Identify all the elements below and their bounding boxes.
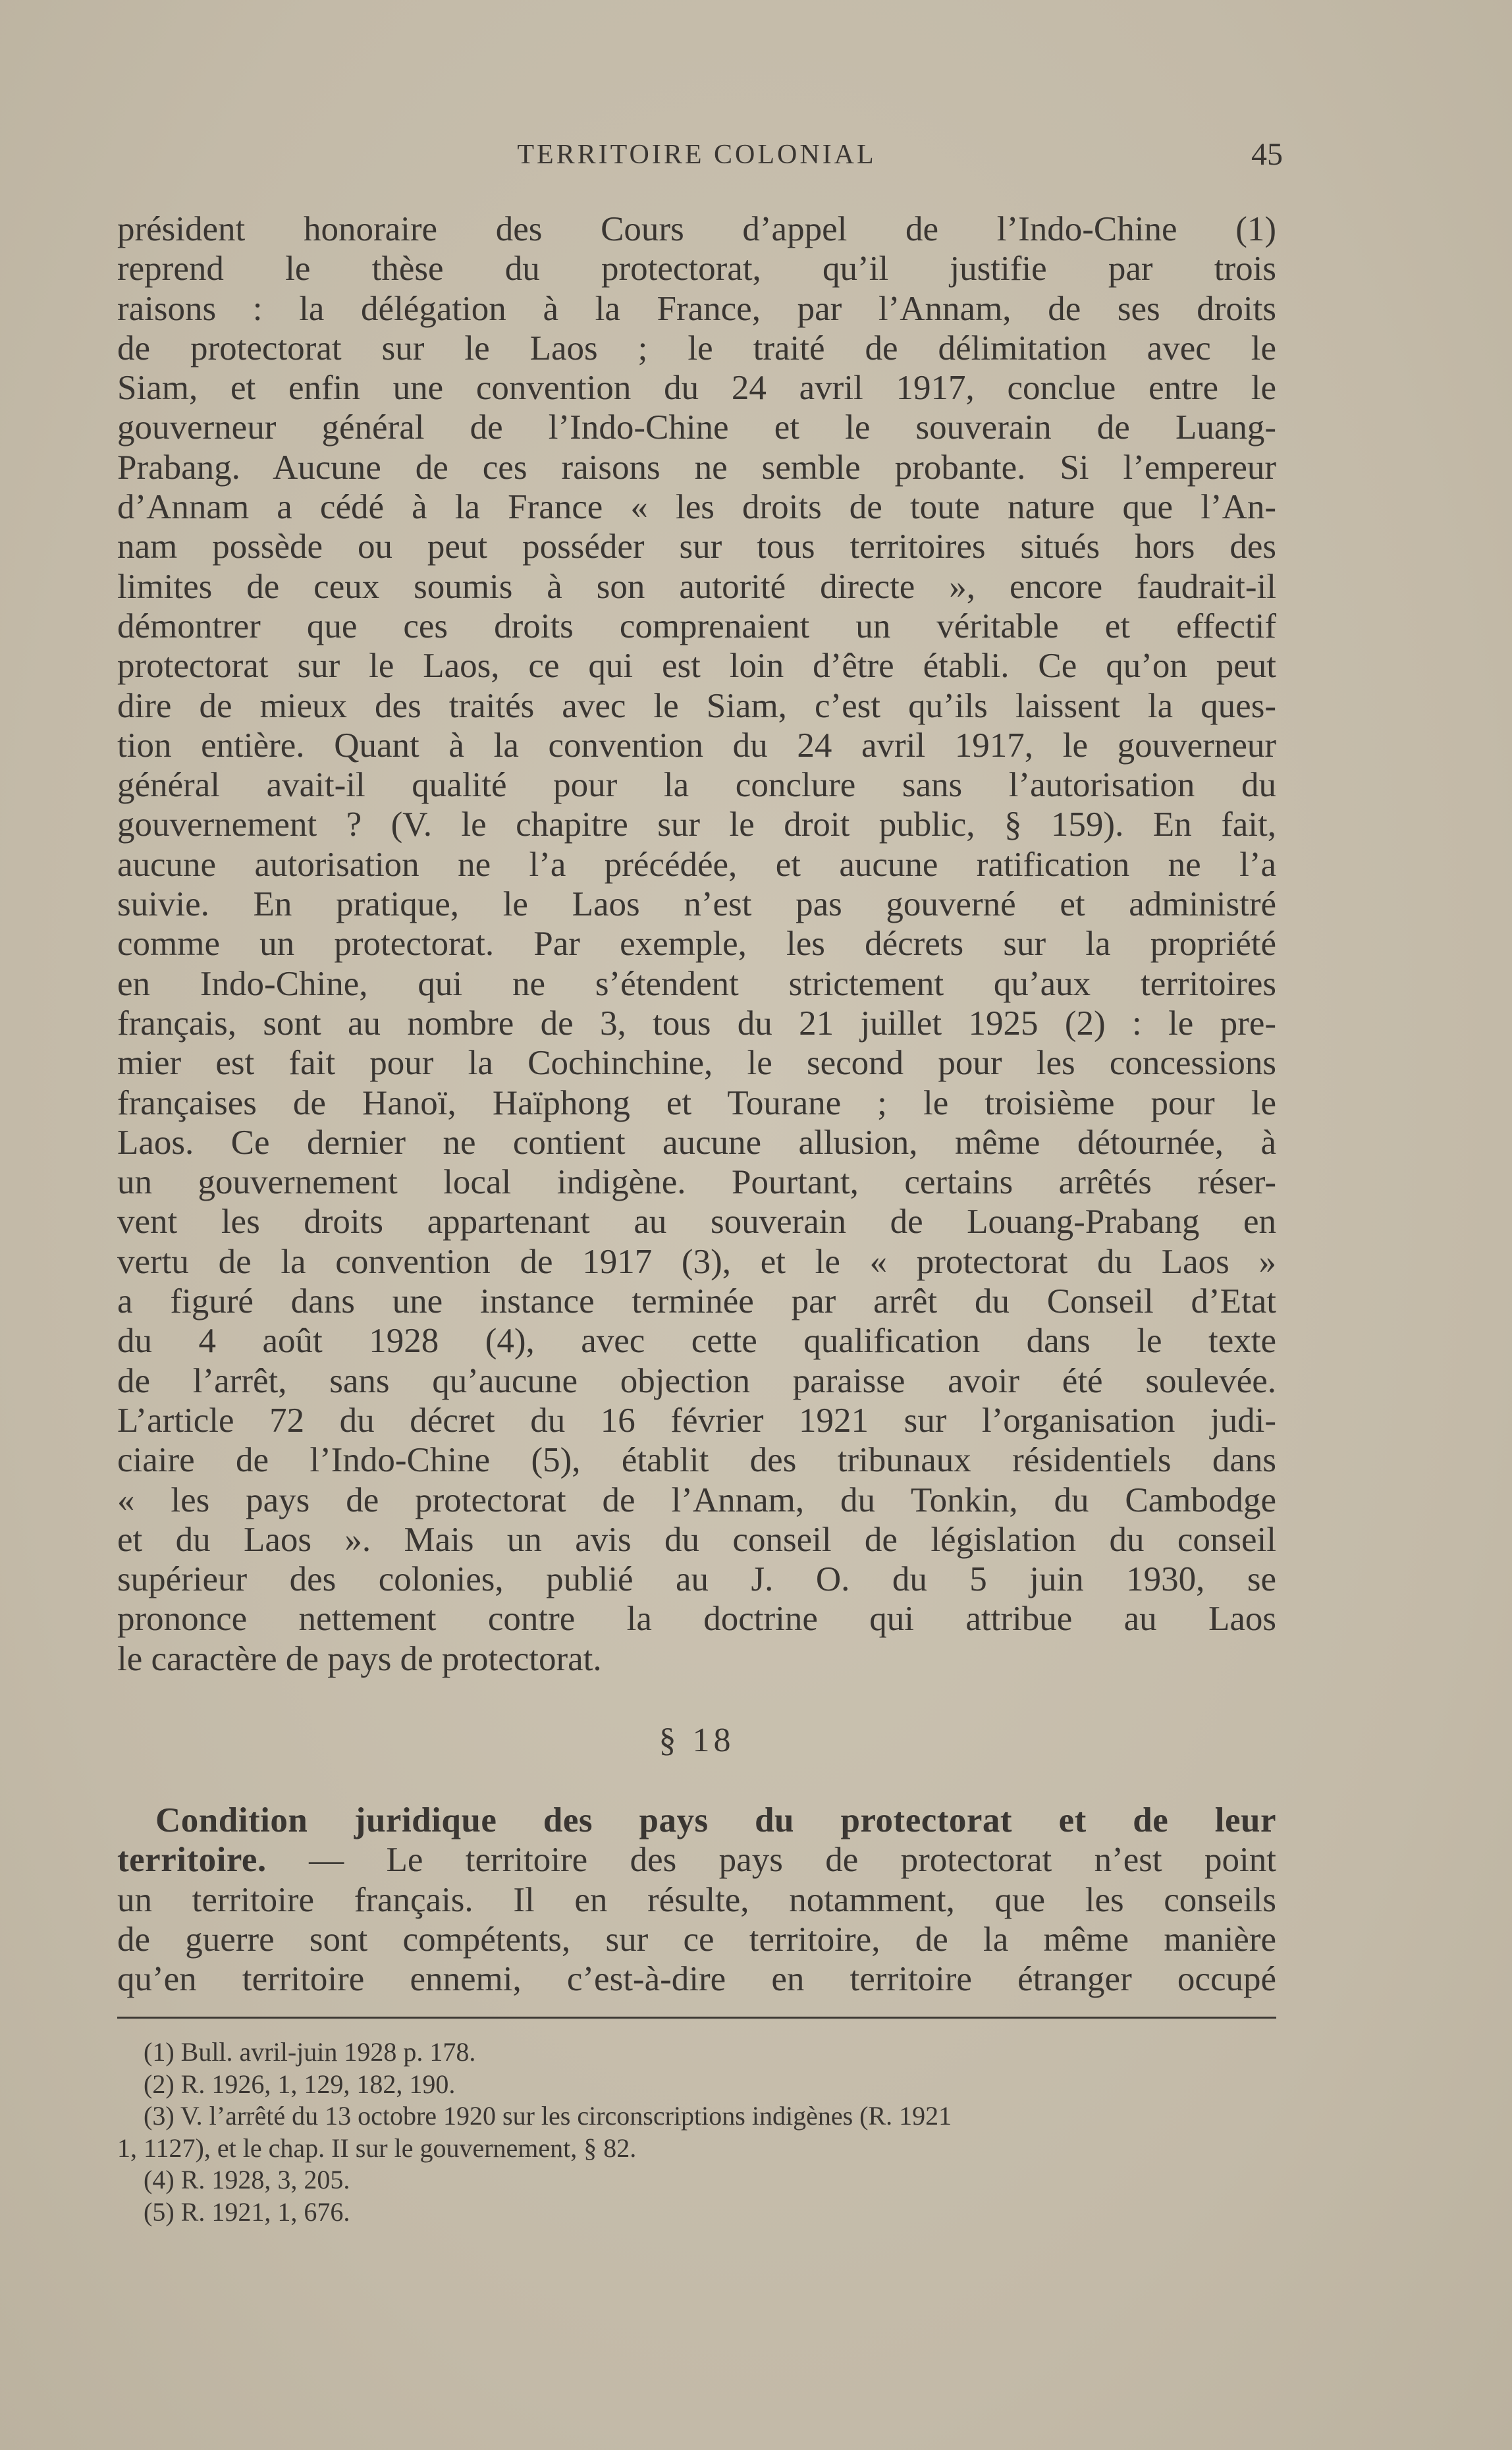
footnote: (2) R. 1926, 1, 129, 182, 190.: [144, 2069, 456, 2099]
body-line: a figuré dans une instance terminée par arrêt du Conseil d’Etat: [117, 1282, 1276, 1321]
body-line: général avait-il qualité pour la conclure sans l’autorisation du: [117, 766, 1276, 805]
body-line: limites de ceux soumis à son autorité directe », encore faudrait-il: [117, 567, 1276, 606]
body-line: français, sont au nombre de 3, tous du 21 juillet 1925 (2) : le pre-: [117, 1004, 1276, 1043]
body-line: dire de mieux des traités avec le Siam, c’est qu’ils laissent la ques-: [117, 686, 1276, 725]
body-line: prononce nettement contre la doctrine qui attribue au Laos: [117, 1600, 1276, 1639]
body-line: Laos. Ce dernier ne contient aucune allusion, même détournée, à: [117, 1123, 1276, 1162]
body-line: et du Laos ». Mais un avis du conseil de législation du conseil: [117, 1520, 1276, 1559]
body-line: reprend le thèse du protectorat, qu’il justifie par trois: [117, 250, 1276, 288]
body-line: gouverneur général de l’Indo-Chine et le souverain de Luang-: [117, 408, 1276, 447]
footnote: (4) R. 1928, 3, 205.: [144, 2165, 350, 2194]
body-line: Prabang. Aucune de ces raisons ne semble probante. Si l’empereur: [117, 448, 1276, 487]
section-heading: Condition juridique des pays du protectorat et de leur: [155, 1801, 1276, 1839]
body-line: tion entière. Quant à la convention du 24 avril 1917, le gouverneur: [117, 726, 1276, 765]
footnote: (5) R. 1921, 1, 676.: [144, 2196, 350, 2227]
body-line: gouvernement ? (V. le chapitre sur le droit public, § 159). En fait,: [117, 805, 1276, 844]
body-paragraph: [117, 209, 1276, 1679]
footnotes: [117, 2036, 1276, 2228]
body-line: vent les droits appartenant au souverain de Louang-Prabang en: [117, 1203, 1276, 1241]
footnote-continuation: 1, 1127), et le chap. II sur le gouvernement, § 82.: [117, 2133, 637, 2163]
body-line: de protectorat sur le Laos ; le traité de délimitation avec le: [117, 329, 1276, 368]
section-heading-line: [117, 1801, 1276, 1840]
body-line: le caractère de pays de protectorat.: [117, 1639, 602, 1678]
footnote: (3) V. l’arrêté du 13 octobre 1920 sur les circonscriptions indigènes (R. 1921: [144, 2101, 952, 2131]
section-line: de guerre sont compétents, sur ce territoire, de la même manière: [117, 1920, 1276, 1959]
body-line: de l’arrêt, sans qu’aucune objection paraisse avoir été soulevée.: [117, 1361, 1276, 1400]
section-line: qu’en territoire ennemi, c’est-à-dire en territoire étranger occupé: [117, 1960, 1276, 1999]
body-line: du 4 août 1928 (4), avec cette qualification dans le texte: [117, 1322, 1276, 1361]
section-number: § 18: [659, 1722, 735, 1759]
page-number: 45: [1251, 137, 1283, 172]
section-heading-continued: territoire.: [117, 1841, 267, 1880]
body-line: suivie. En pratique, le Laos n’est pas gouverné et administré: [117, 885, 1276, 924]
body-line: mier est fait pour la Cochinchine, le second pour les concessions: [117, 1044, 1276, 1083]
body-line: nam possède ou peut posséder sur tous territoires situés hors des: [117, 528, 1276, 566]
body-line: aucune autorisation ne l’a précédée, et aucune ratification ne l’a: [117, 845, 1276, 884]
body-line: Siam, et enfin une convention du 24 avril 1917, conclue entre le: [117, 369, 1276, 408]
section-line: [117, 1840, 1276, 1880]
body-line: démontrer que ces droits comprenaient un véritable et effectif: [117, 607, 1276, 645]
body-line: en Indo-Chine, qui ne s’étendent strictement qu’aux territoires: [117, 964, 1276, 1003]
section-paragraph: [117, 1801, 1276, 1999]
body-line: un gouvernement local indigène. Pourtant, certains arrêtés réser-: [117, 1163, 1276, 1202]
body-line: d’Annam a cédé à la France « les droits de toute nature que l’An-: [117, 488, 1276, 527]
footnote: (1) Bull. avril-juin 1928 p. 178.: [144, 2037, 476, 2067]
body-line: ciaire de l’Indo-Chine (5), établit des tribunaux résidentiels dans: [117, 1441, 1276, 1480]
body-line: « les pays de protectorat de l’Annam, du Tonkin, du Cambodge: [117, 1481, 1276, 1519]
body-line: protectorat sur le Laos, ce qui est loin d’être établi. Ce qu’on peut: [117, 647, 1276, 686]
body-line: vertu de la convention de 1917 (3), et le « protectorat du Laos »: [117, 1242, 1276, 1281]
footnote-divider: [117, 2017, 1276, 2019]
running-title: TERRITOIRE COLONIAL: [517, 140, 877, 170]
body-line: comme un protectorat. Par exemple, les décrets sur la propriété: [117, 925, 1276, 964]
running-head: [117, 135, 1283, 175]
body-line: raisons : la délégation à la France, par l’Annam, de ses droits: [117, 289, 1276, 328]
body-line: L’article 72 du décret du 16 février 1921 sur l’organisation judi-: [117, 1401, 1276, 1440]
body-line: président honoraire des Cours d’appel de l’Indo-Chine (1): [117, 210, 1276, 248]
section-line: un territoire français. Il en résulte, notamment, que les conseils: [117, 1880, 1276, 1919]
section-text: — Le territoire des pays de protectorat n’est point: [266, 1841, 1276, 1880]
body-line: françaises de Hanoï, Haïphong et Tourane ; le troisième pour le: [117, 1083, 1276, 1122]
body-line: supérieur des colonies, publié au J. O. du 5 juin 1930, se: [117, 1560, 1276, 1599]
